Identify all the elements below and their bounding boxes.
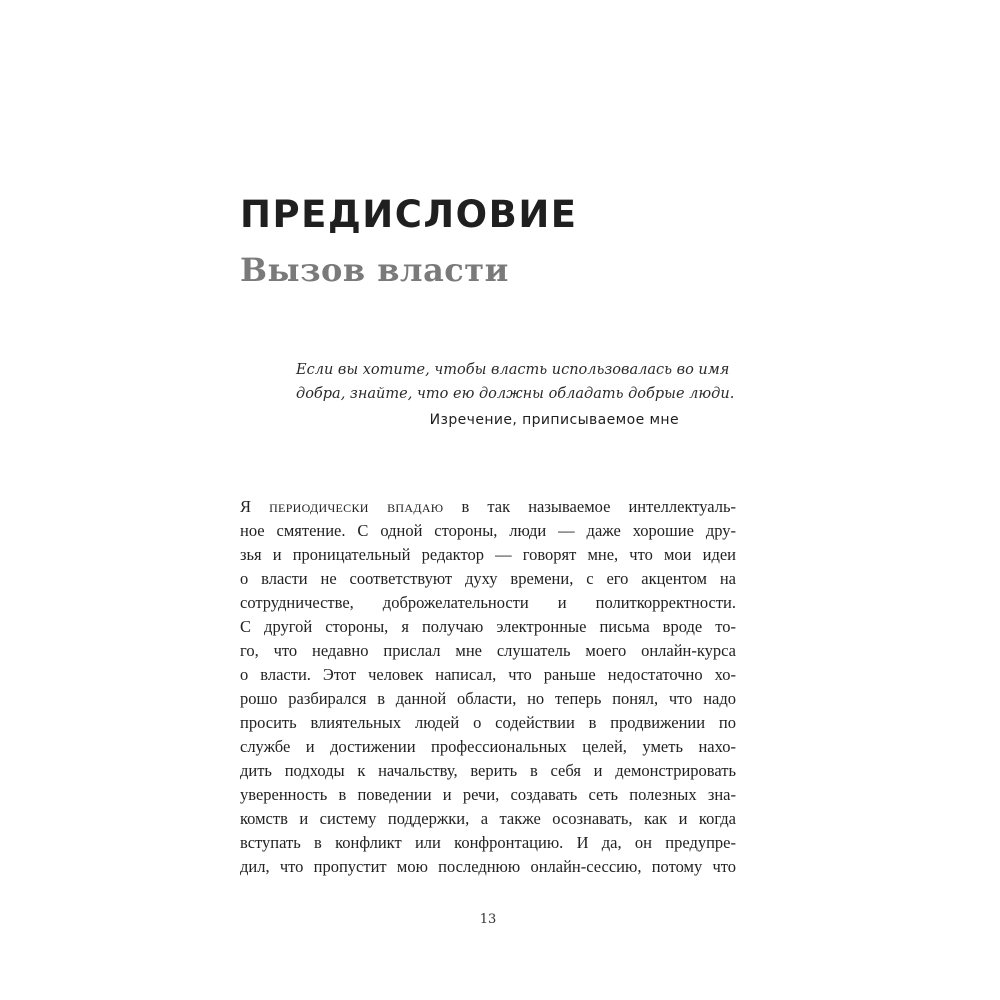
epigraph-attribution: Изречение, приписываемое мне <box>429 412 679 428</box>
epigraph-line: добра, знайте, что ею должны обладать добрые люди. <box>296 386 735 402</box>
body-line: уверенность в поведении и речи, создавать сеть полезных зна- <box>240 785 736 804</box>
chapter-subtitle: Вызов власти <box>240 251 509 289</box>
body-line: С другой стороны, я получаю электронные письма вроде то- <box>240 617 736 636</box>
body-line: вступать в конфликт или конфронтацию. И да, он предупре- <box>240 833 736 852</box>
first-line-rest: в так называемое интеллектуаль- <box>461 497 736 516</box>
smallcaps-lead: периодически впадаю <box>269 497 444 516</box>
body-line: го, что недавно прислал мне слушатель моего онлайн-курса <box>240 641 736 660</box>
epigraph-line: Если вы хотите, чтобы власть использовалась во имя <box>296 362 730 378</box>
body-line: сотрудничестве, доброжелательности и политкорректности. <box>240 593 736 612</box>
epigraph <box>296 358 735 406</box>
body-line <box>240 495 736 519</box>
body-line: просить влиятельных людей о содействии в продвижении по <box>240 713 736 732</box>
chapter-title: ПРЕДИСЛОВИЕ <box>240 193 578 236</box>
first-word: Я <box>240 497 252 516</box>
body-line: службе и достижении профессиональных целей, уметь нахо- <box>240 737 736 756</box>
body-line: дил, что пропустит мою последнюю онлайн-сессию, потому что <box>240 857 736 876</box>
body-line: о власти не соответствуют духу времени, с его акцентом на <box>240 569 736 588</box>
body-line: рошо разбирался в данной области, но теперь понял, что надо <box>240 689 736 708</box>
page-number: 13 <box>479 912 497 927</box>
body-line: ное смятение. С одной стороны, люди — даже хорошие дру- <box>240 521 736 540</box>
body-line: о власти. Этот человек написал, что раньше недостаточно хо- <box>240 665 736 684</box>
body-line: комств и систему поддержки, а также осознавать, как и когда <box>240 809 736 828</box>
body-line: дить подходы к начальству, верить в себя и демонстрировать <box>240 761 736 780</box>
body-line: зья и проницательный редактор — говорят мне, что мои идеи <box>240 545 736 564</box>
body-paragraph <box>240 495 736 879</box>
